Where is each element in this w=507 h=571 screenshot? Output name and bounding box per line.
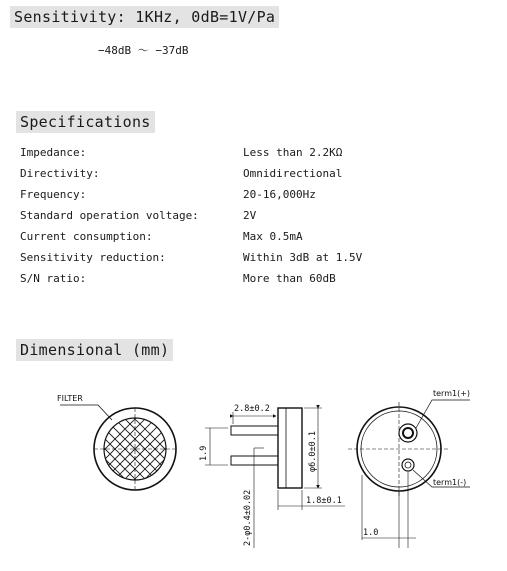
terminal-offset-dimension: 1.0 — [363, 528, 379, 538]
spec-value: Max 0.5mA — [243, 230, 303, 243]
pin-diameter-dimension: 2-φ0.4±0.02 — [243, 489, 253, 546]
spec-value: Within 3dB at 1.5V — [243, 251, 363, 264]
width-dimension: 2.8±0.2 — [234, 404, 270, 414]
specifications-heading: Specifications — [16, 111, 155, 133]
spec-value: 20-16,000Hz — [243, 188, 316, 201]
filter-label: FILTER — [57, 394, 83, 403]
spec-label: Directivity: — [20, 167, 100, 180]
spec-label: S/N ratio: — [20, 272, 87, 285]
sensitivity-range: −48dB ～ −37dB — [98, 44, 189, 57]
spec-value: 2V — [243, 209, 257, 222]
diameter-dimension: φ6.0±0.1 — [308, 431, 318, 472]
spec-label: Standard operation voltage: — [20, 209, 199, 222]
depth-dimension: 1.8±0.1 — [306, 496, 342, 506]
spec-value: More than 60dB — [243, 272, 336, 285]
pin-spacing-dimension: 1.9 — [199, 445, 209, 461]
spec-label: Sensitivity reduction: — [20, 251, 166, 264]
dimensional-heading: Dimensional (mm) — [16, 339, 173, 361]
spec-value: Less than 2.2KΩ — [243, 146, 343, 159]
spec-value: Omnidirectional — [243, 167, 343, 180]
back-view-terminals — [348, 400, 470, 548]
spec-label: Current consumption: — [20, 230, 153, 243]
sensitivity-heading: Sensitivity: 1KHz, 0dB=1V/Pa — [10, 6, 279, 28]
spec-label: Impedance: — [20, 146, 87, 159]
front-view-filter — [50, 404, 220, 494]
terminal-minus-label: term1(-) — [433, 478, 467, 487]
spec-label: Frequency: — [20, 188, 87, 201]
terminal-plus-label: term1(+) — [433, 389, 471, 398]
side-view — [205, 408, 345, 548]
